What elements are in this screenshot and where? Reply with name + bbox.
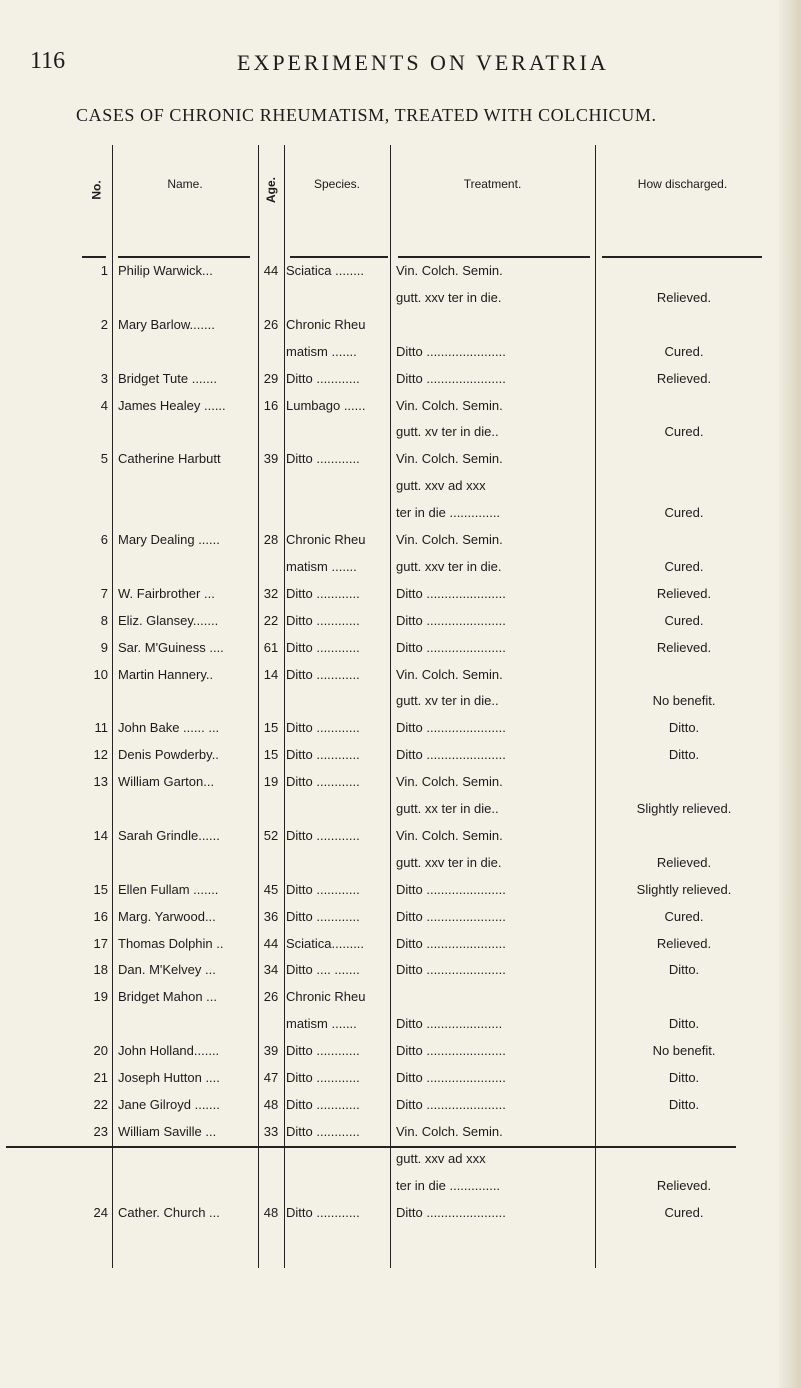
- discharge-status: Slightly relieved.: [636, 881, 732, 897]
- disease-species: Ditto ............: [286, 1043, 360, 1059]
- row-number: 10: [93, 666, 108, 682]
- patient-name: Sarah Grindle......: [118, 827, 220, 843]
- header-rule: [118, 256, 250, 258]
- patient-name: Denis Powderby..: [118, 747, 219, 763]
- row-number: 15: [93, 881, 108, 897]
- patient-age: 39: [263, 451, 279, 467]
- discharge-status: Ditto.: [668, 720, 700, 736]
- disease-species: matism .......: [286, 1016, 357, 1032]
- treatment-text: Vin. Colch. Semin.: [396, 451, 503, 467]
- treatment-text: Vin. Colch. Semin.: [396, 774, 503, 790]
- cases-table: [82, 145, 770, 1290]
- disease-species: Ditto ............: [286, 666, 360, 682]
- patient-name: Cather. Church ...: [118, 1204, 220, 1220]
- disease-species: Ditto ............: [286, 774, 360, 790]
- patient-name: James Healey ......: [118, 397, 226, 413]
- discharge-status: Relieved.: [656, 1177, 712, 1193]
- patient-age: 45: [263, 881, 279, 897]
- row-number: 23: [93, 1123, 108, 1139]
- patient-age: 29: [263, 370, 279, 386]
- header-treatment: Treatment.: [463, 177, 522, 191]
- patient-age: 44: [263, 263, 279, 278]
- patient-age: 39: [263, 1043, 279, 1059]
- patient-name: Bridget Tute .......: [118, 370, 217, 386]
- patient-age: 34: [263, 962, 279, 978]
- treatment-text: Vin. Colch. Semin.: [396, 263, 503, 278]
- discharge-status: Cured.: [664, 1204, 704, 1220]
- patient-age: 16: [263, 397, 279, 413]
- row-number: 17: [93, 935, 108, 951]
- discharge-status: Relieved.: [656, 639, 712, 655]
- patient-age: 26: [263, 989, 279, 1005]
- treatment-text: Vin. Colch. Semin.: [396, 666, 503, 682]
- patient-name: William Saville ...: [118, 1123, 217, 1139]
- disease-species: matism .......: [286, 558, 357, 574]
- page-number: 116: [30, 48, 66, 74]
- treatment-text: ter in die ..............: [396, 1177, 501, 1193]
- disease-species: Ditto ............: [286, 881, 360, 897]
- disease-species: Chronic Rheu: [286, 989, 366, 1005]
- patient-name: John Holland.......: [118, 1043, 220, 1059]
- header-rule: [398, 256, 590, 258]
- treatment-text: Vin. Colch. Semin.: [396, 397, 503, 413]
- disease-species: Ditto ............: [286, 827, 360, 843]
- patient-name: Eliz. Glansey.......: [118, 612, 219, 628]
- patient-age: 26: [263, 316, 279, 332]
- treatment-text: ter in die ..............: [396, 505, 501, 521]
- row-number: 21: [93, 1070, 108, 1085]
- patient-name: Catherine Harbutt: [118, 451, 221, 467]
- column-divider: [595, 145, 596, 1268]
- treatment-text: Ditto ......................: [396, 881, 506, 897]
- patient-name: William Garton...: [118, 774, 215, 790]
- treatment-text: Vin. Colch. Semin.: [396, 532, 503, 547]
- row-number: 9: [100, 639, 108, 655]
- table-bottom-rule: [6, 1146, 736, 1148]
- discharge-status: Cured.: [664, 424, 704, 440]
- row-number: 19: [93, 989, 108, 1005]
- discharge-status: No benefit.: [652, 1043, 716, 1059]
- discharge-status: Relieved.: [656, 935, 712, 951]
- patient-name: Sar. M'Guiness ....: [118, 639, 224, 655]
- patient-name: Jane Gilroyd .......: [118, 1096, 220, 1112]
- treatment-text: Ditto ......................: [396, 612, 506, 628]
- treatment-text: Ditto ......................: [396, 343, 506, 359]
- discharge-status: Relieved.: [656, 585, 712, 601]
- treatment-text: gutt. xxv ter in die.: [396, 558, 502, 574]
- patient-name: Marg. Yarwood...: [118, 908, 216, 924]
- treatment-text: Ditto .....................: [396, 1016, 503, 1032]
- row-number: 16: [93, 908, 108, 924]
- patient-age: 44: [263, 935, 279, 951]
- table-caption: CASES OF CHRONIC RHEUMATISM, TREATED WITH COLCHICUM.: [76, 105, 657, 125]
- treatment-text: gutt. xxv ter in die.: [396, 289, 502, 305]
- treatment-text: Ditto ......................: [396, 585, 506, 601]
- discharge-status: Relieved.: [656, 289, 712, 305]
- header-species: Species.: [313, 177, 361, 191]
- discharge-status: Ditto.: [668, 1096, 700, 1112]
- patient-age: 15: [263, 720, 279, 736]
- row-number: 5: [100, 451, 108, 467]
- disease-species: Ditto ............: [286, 612, 360, 628]
- column-divider: [258, 145, 259, 1268]
- patient-name: Thomas Dolphin ..: [118, 935, 224, 951]
- patient-name: Joseph Hutton ....: [118, 1070, 220, 1085]
- treatment-text: gutt. xxv ad xxx: [396, 1150, 486, 1166]
- row-number: 12: [93, 747, 108, 763]
- discharge-status: Cured.: [664, 343, 704, 359]
- row-number: 11: [94, 720, 108, 736]
- disease-species: Sciatica ........: [286, 263, 365, 278]
- discharge-status: Ditto.: [668, 962, 700, 978]
- column-divider: [390, 145, 391, 1268]
- discharge-status: Ditto.: [668, 747, 700, 763]
- row-number: 4: [100, 397, 108, 413]
- row-number: 1: [100, 263, 108, 278]
- disease-species: Ditto ............: [286, 1070, 360, 1085]
- patient-age: 48: [263, 1204, 279, 1220]
- treatment-text: gutt. xxv ter in die.: [396, 854, 502, 870]
- patient-age: 48: [263, 1096, 279, 1112]
- disease-species: Ditto ............: [286, 1123, 360, 1139]
- patient-age: 32: [263, 585, 279, 601]
- disease-species: Ditto ............: [286, 585, 360, 601]
- discharge-status: No benefit.: [652, 693, 716, 709]
- treatment-text: Ditto ......................: [396, 1204, 506, 1220]
- patient-age: 33: [263, 1123, 279, 1139]
- discharge-status: Cured.: [664, 612, 704, 628]
- row-number: 22: [93, 1096, 108, 1112]
- disease-species: Ditto ............: [286, 451, 360, 467]
- header-rule: [602, 256, 762, 258]
- disease-species: Lumbago ......: [286, 397, 366, 413]
- discharge-status: Slightly relieved.: [636, 801, 732, 816]
- patient-name: Bridget Mahon ...: [118, 989, 217, 1005]
- treatment-text: Ditto ......................: [396, 747, 506, 763]
- row-number: 8: [100, 612, 108, 628]
- disease-species: Ditto ............: [286, 1204, 360, 1220]
- header-name: Name.: [167, 177, 203, 191]
- running-title: EXPERIMENTS ON VERATRIA: [237, 50, 609, 75]
- row-number: 2: [100, 316, 108, 332]
- treatment-text: Ditto ......................: [396, 908, 506, 924]
- treatment-text: Ditto ......................: [396, 1043, 506, 1059]
- column-divider: [112, 145, 113, 1268]
- header-no: No.: [90, 180, 104, 200]
- patient-name: Ellen Fullam .......: [118, 881, 219, 897]
- discharge-status: Ditto.: [668, 1016, 700, 1032]
- treatment-text: gutt. xxv ad xxx: [396, 478, 486, 494]
- patient-age: 19: [263, 774, 279, 790]
- treatment-text: gutt. xv ter in die..: [396, 424, 499, 440]
- patient-name: W. Fairbrother ...: [118, 585, 215, 601]
- treatment-text: gutt. xv ter in die..: [396, 693, 499, 709]
- row-number: 20: [93, 1043, 108, 1059]
- row-number: 24: [93, 1204, 108, 1220]
- row-number: 18: [93, 962, 108, 978]
- patient-name: John Bake ...... ...: [118, 720, 220, 736]
- treatment-text: Ditto ......................: [396, 962, 506, 978]
- disease-species: Sciatica.........: [286, 935, 365, 951]
- discharge-status: Cured.: [664, 908, 704, 924]
- disease-species: Chronic Rheu: [286, 532, 366, 547]
- patient-age: 28: [263, 532, 279, 547]
- disease-species: Ditto ............: [286, 1096, 360, 1112]
- treatment-text: Ditto ......................: [396, 720, 506, 736]
- treatment-text: Ditto ......................: [396, 370, 506, 386]
- header-rule: [290, 256, 388, 258]
- patient-name: Martin Hannery..: [118, 666, 214, 682]
- column-divider: [284, 145, 285, 1268]
- patient-age: 36: [263, 908, 279, 924]
- patient-age: 14: [263, 666, 279, 682]
- patient-name: Philip Warwick...: [118, 263, 213, 278]
- row-number: 13: [93, 774, 108, 790]
- disease-species: Ditto ............: [286, 639, 360, 655]
- patient-age: 22: [263, 612, 279, 628]
- treatment-text: Ditto ......................: [396, 1096, 506, 1112]
- patient-name: Mary Barlow.......: [118, 316, 215, 332]
- page-edge: [779, 0, 801, 1388]
- discharge-status: Cured.: [664, 505, 704, 521]
- disease-species: Ditto .... .......: [286, 962, 360, 978]
- header-rule: [82, 256, 106, 258]
- treatment-text: Vin. Colch. Semin.: [396, 1123, 503, 1139]
- disease-species: matism .......: [286, 343, 357, 359]
- disease-species: Ditto ............: [286, 747, 360, 763]
- disease-species: Ditto ............: [286, 908, 360, 924]
- treatment-text: gutt. xx ter in die..: [396, 801, 499, 816]
- treatment-text: Ditto ......................: [396, 639, 506, 655]
- patient-name: Mary Dealing ......: [118, 532, 220, 547]
- header-age: Age.: [264, 176, 279, 204]
- patient-age: 15: [263, 747, 279, 763]
- discharge-status: Relieved.: [656, 854, 712, 870]
- treatment-text: Ditto ......................: [396, 1070, 506, 1085]
- header-discharged: How discharged.: [637, 177, 728, 191]
- discharge-status: Ditto.: [668, 1070, 700, 1085]
- row-number: 3: [100, 370, 108, 386]
- discharge-status: Relieved.: [656, 370, 712, 386]
- treatment-text: Ditto ......................: [396, 935, 506, 951]
- patient-age: 52: [263, 827, 279, 843]
- row-number: 7: [100, 585, 108, 601]
- patient-age: 61: [263, 639, 279, 655]
- row-number: 6: [100, 532, 108, 547]
- patient-age: 47: [263, 1070, 279, 1085]
- disease-species: Ditto ............: [286, 370, 360, 386]
- treatment-text: Vin. Colch. Semin.: [396, 827, 503, 843]
- patient-name: Dan. M'Kelvey ...: [118, 962, 216, 978]
- disease-species: Chronic Rheu: [286, 316, 366, 332]
- disease-species: Ditto ............: [286, 720, 360, 736]
- discharge-status: Cured.: [664, 558, 704, 574]
- row-number: 14: [93, 827, 108, 843]
